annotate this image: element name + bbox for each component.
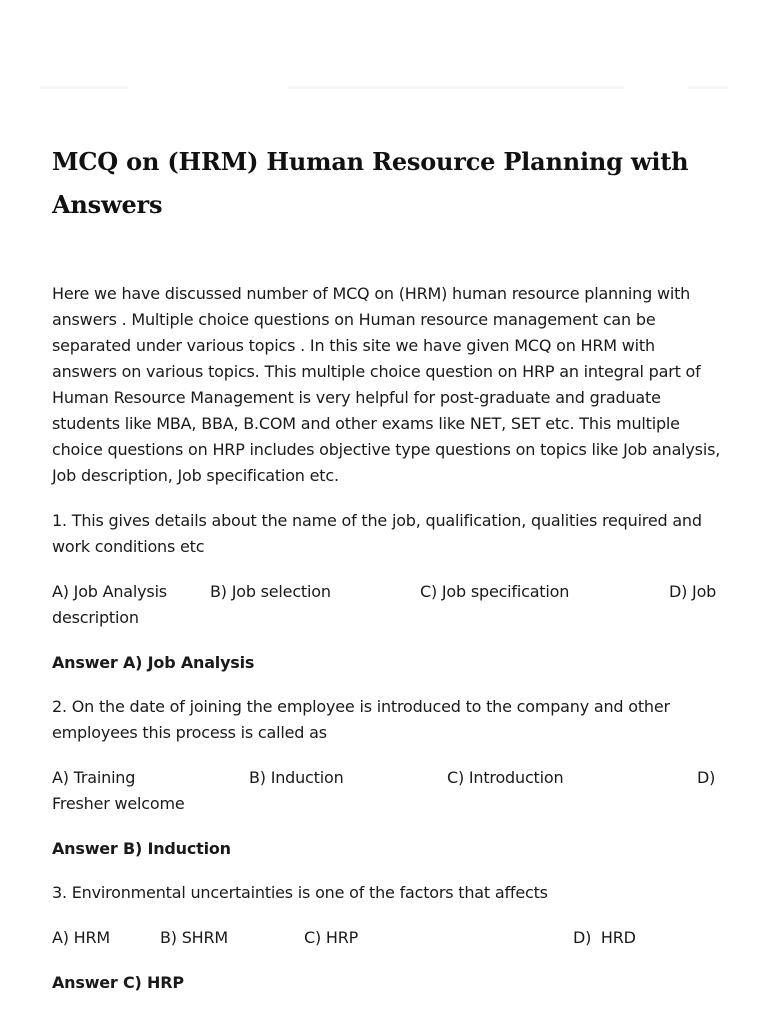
question-1-text: 1. This gives details about the name of the job, qualification, qualities required and work conditions etc	[52, 511, 702, 556]
question-3-option-a: A) HRM	[52, 928, 111, 947]
intro-paragraph: Here we have discussed number of MCQ on (HRM) human resource planning with answers . Multiple choice questions on Human resource management can be separated under various topics . In this site we have given MCQ on HRM with answers on various topics. This multiple choice question on HRP an integral part of Human Resource Management is very helpful for post-graduate and graduate students like MBA, BBA, B.COM and other exams like NET, SET etc. This multiple choice questions on HRP includes objective type questions on topics like Job analysis, Job description, Job specification etc.	[52, 284, 721, 485]
question-1-answer: Answer A) Job Analysis	[52, 653, 255, 672]
question-1-option-c: C) Job specification	[420, 582, 570, 601]
question-3-options	[52, 925, 724, 951]
question-3-option-d: D) HRD	[573, 928, 636, 947]
question-3-answer: Answer C) HRP	[52, 973, 184, 992]
question-1-option-a: A) Job Analysis	[52, 582, 167, 601]
top-divider	[0, 86, 768, 90]
question-1-option-d: D) Job description	[52, 582, 717, 627]
question-3-option-c: C) HRP	[304, 928, 359, 947]
question-2-options	[52, 765, 724, 817]
question-2-option-b: B) Induction	[249, 768, 344, 787]
question-2-option-d: D) Fresher welcome	[52, 768, 716, 813]
question-1-options	[52, 579, 724, 631]
question-2-option-c: C) Introduction	[447, 768, 564, 787]
question-1-option-b: B) Job selection	[210, 582, 331, 601]
question-2-option-a: A) Training	[52, 768, 136, 787]
page-title: MCQ on (HRM) Human Resource Planning with Answers	[52, 147, 689, 219]
question-2-text: 2. On the date of joining the employee is introduced to the company and other employees this process is called as	[52, 697, 670, 742]
question-3-option-b: B) SHRM	[160, 928, 229, 947]
question-2-answer: Answer B) Induction	[52, 839, 231, 858]
question-3-text: 3. Environmental uncertainties is one of the factors that affects	[52, 883, 548, 902]
article-body	[52, 281, 724, 1014]
